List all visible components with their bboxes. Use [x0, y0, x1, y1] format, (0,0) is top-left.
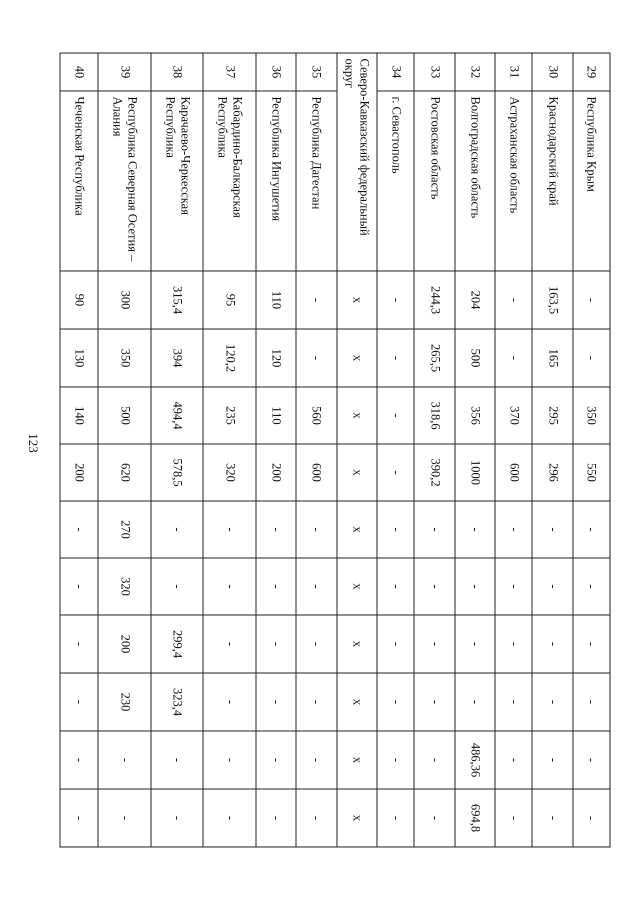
- table-row: [337, 53, 377, 847]
- value-cell: х: [337, 789, 377, 847]
- table-row: [151, 53, 203, 847]
- value-cell: х: [337, 615, 377, 673]
- value-cell: -: [151, 731, 203, 789]
- value-cell: х: [337, 673, 377, 731]
- value-cell: 230: [98, 673, 150, 731]
- value-cell: 500: [98, 387, 150, 444]
- region-name-cell: Карачаево-Черкесская Республика: [151, 91, 203, 271]
- value-cell: -: [296, 789, 336, 847]
- value-cell: 578,5: [151, 444, 203, 501]
- value-cell: -: [573, 329, 610, 387]
- value-cell: -: [532, 501, 572, 558]
- value-cell: -: [203, 615, 255, 673]
- value-cell: 130: [60, 329, 98, 387]
- value-cell: -: [414, 615, 454, 673]
- value-cell: -: [573, 558, 610, 615]
- value-cell: -: [377, 501, 414, 558]
- value-cell: 620: [98, 444, 150, 501]
- region-name-cell: Республика Ингушетия: [256, 91, 296, 271]
- value-cell: -: [495, 673, 532, 731]
- row-number-cell: 30: [532, 53, 572, 91]
- data-table: [60, 52, 611, 847]
- value-cell: 560: [296, 387, 336, 444]
- value-cell: -: [203, 673, 255, 731]
- value-cell: -: [377, 329, 414, 387]
- page-number: 123: [26, 433, 41, 453]
- value-cell: -: [60, 501, 98, 558]
- value-cell: 320: [98, 558, 150, 615]
- value-cell: -: [256, 789, 296, 847]
- value-cell: 163,5: [532, 271, 572, 329]
- value-cell: 244,3: [414, 271, 454, 329]
- value-cell: -: [256, 673, 296, 731]
- value-cell: 95: [203, 271, 255, 329]
- value-cell: 320: [203, 444, 255, 501]
- value-cell: -: [98, 731, 150, 789]
- value-cell: -: [573, 615, 610, 673]
- value-cell: х: [337, 271, 377, 329]
- value-cell: -: [296, 329, 336, 387]
- value-cell: 390,2: [414, 444, 454, 501]
- value-cell: -: [296, 501, 336, 558]
- table-row: [414, 53, 454, 847]
- region-name-cell: Чеченская Республика: [60, 91, 98, 271]
- region-name-cell: Республика Дагестан: [296, 91, 336, 271]
- value-cell: 550: [573, 444, 610, 501]
- row-number-cell: 38: [151, 53, 203, 91]
- value-cell: -: [256, 501, 296, 558]
- value-cell: -: [377, 615, 414, 673]
- value-cell: -: [495, 329, 532, 387]
- value-cell: -: [151, 501, 203, 558]
- value-cell: -: [203, 731, 255, 789]
- value-cell: 265,5: [414, 329, 454, 387]
- table-body: [60, 53, 610, 847]
- value-cell: -: [455, 673, 495, 731]
- value-cell: 350: [573, 387, 610, 444]
- value-cell: -: [60, 789, 98, 847]
- row-number-cell: 35: [296, 53, 336, 91]
- value-cell: 235: [203, 387, 255, 444]
- value-cell: 200: [256, 444, 296, 501]
- value-cell: -: [414, 558, 454, 615]
- row-number-cell: 32: [455, 53, 495, 91]
- row-number-cell: 40: [60, 53, 98, 91]
- value-cell: -: [151, 789, 203, 847]
- value-cell: 140: [60, 387, 98, 444]
- value-cell: -: [573, 501, 610, 558]
- value-cell: -: [377, 731, 414, 789]
- value-cell: -: [414, 789, 454, 847]
- value-cell: 200: [98, 615, 150, 673]
- row-number-cell: 39: [98, 53, 150, 91]
- value-cell: х: [337, 501, 377, 558]
- value-cell: 600: [495, 444, 532, 501]
- value-cell: -: [377, 673, 414, 731]
- value-cell: 165: [532, 329, 572, 387]
- value-cell: -: [455, 501, 495, 558]
- region-name-cell: Кабардино-Балкарская Республика: [203, 91, 255, 271]
- table-row: [455, 53, 495, 847]
- value-cell: 200: [60, 444, 98, 501]
- value-cell: -: [98, 789, 150, 847]
- value-cell: -: [256, 558, 296, 615]
- region-name-cell: Краснодарский край: [532, 91, 572, 271]
- table-row: [98, 53, 150, 847]
- value-cell: 694,8: [455, 789, 495, 847]
- value-cell: -: [532, 673, 572, 731]
- value-cell: -: [455, 615, 495, 673]
- value-cell: -: [296, 271, 336, 329]
- table-row: [256, 53, 296, 847]
- value-cell: 110: [256, 271, 296, 329]
- value-cell: 1000: [455, 444, 495, 501]
- value-cell: -: [256, 731, 296, 789]
- value-cell: 350: [98, 329, 150, 387]
- value-cell: 120,2: [203, 329, 255, 387]
- value-cell: -: [296, 731, 336, 789]
- region-name-cell: г. Севастополь: [377, 91, 414, 271]
- value-cell: -: [532, 615, 572, 673]
- table-row: [532, 53, 572, 847]
- value-cell: 318,6: [414, 387, 454, 444]
- value-cell: -: [532, 789, 572, 847]
- value-cell: -: [377, 271, 414, 329]
- value-cell: х: [337, 558, 377, 615]
- value-cell: -: [495, 731, 532, 789]
- value-cell: 394: [151, 329, 203, 387]
- value-cell: 300: [98, 271, 150, 329]
- value-cell: -: [60, 731, 98, 789]
- table-row: [203, 53, 255, 847]
- value-cell: 323,4: [151, 673, 203, 731]
- table-row: [60, 53, 98, 847]
- value-cell: х: [337, 387, 377, 444]
- value-cell: -: [203, 501, 255, 558]
- value-cell: 90: [60, 271, 98, 329]
- value-cell: 494,4: [151, 387, 203, 444]
- value-cell: -: [455, 558, 495, 615]
- value-cell: -: [532, 558, 572, 615]
- value-cell: -: [60, 673, 98, 731]
- value-cell: -: [296, 673, 336, 731]
- value-cell: 500: [455, 329, 495, 387]
- value-cell: -: [495, 615, 532, 673]
- row-number-cell: 29: [573, 53, 610, 91]
- value-cell: 299,4: [151, 615, 203, 673]
- value-cell: -: [414, 731, 454, 789]
- row-number-cell: 37: [203, 53, 255, 91]
- value-cell: 270: [98, 501, 150, 558]
- value-cell: -: [495, 501, 532, 558]
- value-cell: 295: [532, 387, 572, 444]
- value-cell: -: [414, 501, 454, 558]
- row-number-cell: 36: [256, 53, 296, 91]
- value-cell: -: [573, 789, 610, 847]
- value-cell: -: [377, 387, 414, 444]
- table-row: [573, 53, 610, 847]
- value-cell: 204: [455, 271, 495, 329]
- value-cell: -: [414, 673, 454, 731]
- value-cell: -: [495, 789, 532, 847]
- value-cell: -: [203, 558, 255, 615]
- value-cell: 120: [256, 329, 296, 387]
- value-cell: 110: [256, 387, 296, 444]
- data-table-container: [60, 52, 611, 846]
- value-cell: -: [151, 558, 203, 615]
- value-cell: 370: [495, 387, 532, 444]
- district-name-cell: Северо-Кавказский федеральный округ: [337, 53, 377, 271]
- region-name-cell: Волгоградская область: [455, 91, 495, 271]
- row-number-cell: 34: [377, 53, 414, 91]
- value-cell: -: [296, 558, 336, 615]
- value-cell: 486,36: [455, 731, 495, 789]
- table-row: [377, 53, 414, 847]
- value-cell: -: [203, 789, 255, 847]
- value-cell: 315,4: [151, 271, 203, 329]
- value-cell: -: [296, 615, 336, 673]
- table-row: [495, 53, 532, 847]
- value-cell: х: [337, 444, 377, 501]
- value-cell: 296: [532, 444, 572, 501]
- region-name-cell: Астраханская область: [495, 91, 532, 271]
- value-cell: -: [573, 673, 610, 731]
- value-cell: -: [532, 731, 572, 789]
- value-cell: -: [256, 615, 296, 673]
- value-cell: 600: [296, 444, 336, 501]
- value-cell: -: [377, 789, 414, 847]
- value-cell: -: [377, 558, 414, 615]
- value-cell: -: [495, 558, 532, 615]
- row-number-cell: 33: [414, 53, 454, 91]
- region-name-cell: Ростовская область: [414, 91, 454, 271]
- value-cell: -: [495, 271, 532, 329]
- region-name-cell: Республика Северная Осетия – Алания: [98, 91, 150, 271]
- value-cell: -: [573, 731, 610, 789]
- value-cell: х: [337, 731, 377, 789]
- value-cell: -: [60, 558, 98, 615]
- value-cell: -: [377, 444, 414, 501]
- value-cell: 356: [455, 387, 495, 444]
- row-number-cell: 31: [495, 53, 532, 91]
- region-name-cell: Республика Крым: [573, 91, 610, 271]
- value-cell: -: [573, 271, 610, 329]
- value-cell: -: [60, 615, 98, 673]
- table-row: [296, 53, 336, 847]
- value-cell: х: [337, 329, 377, 387]
